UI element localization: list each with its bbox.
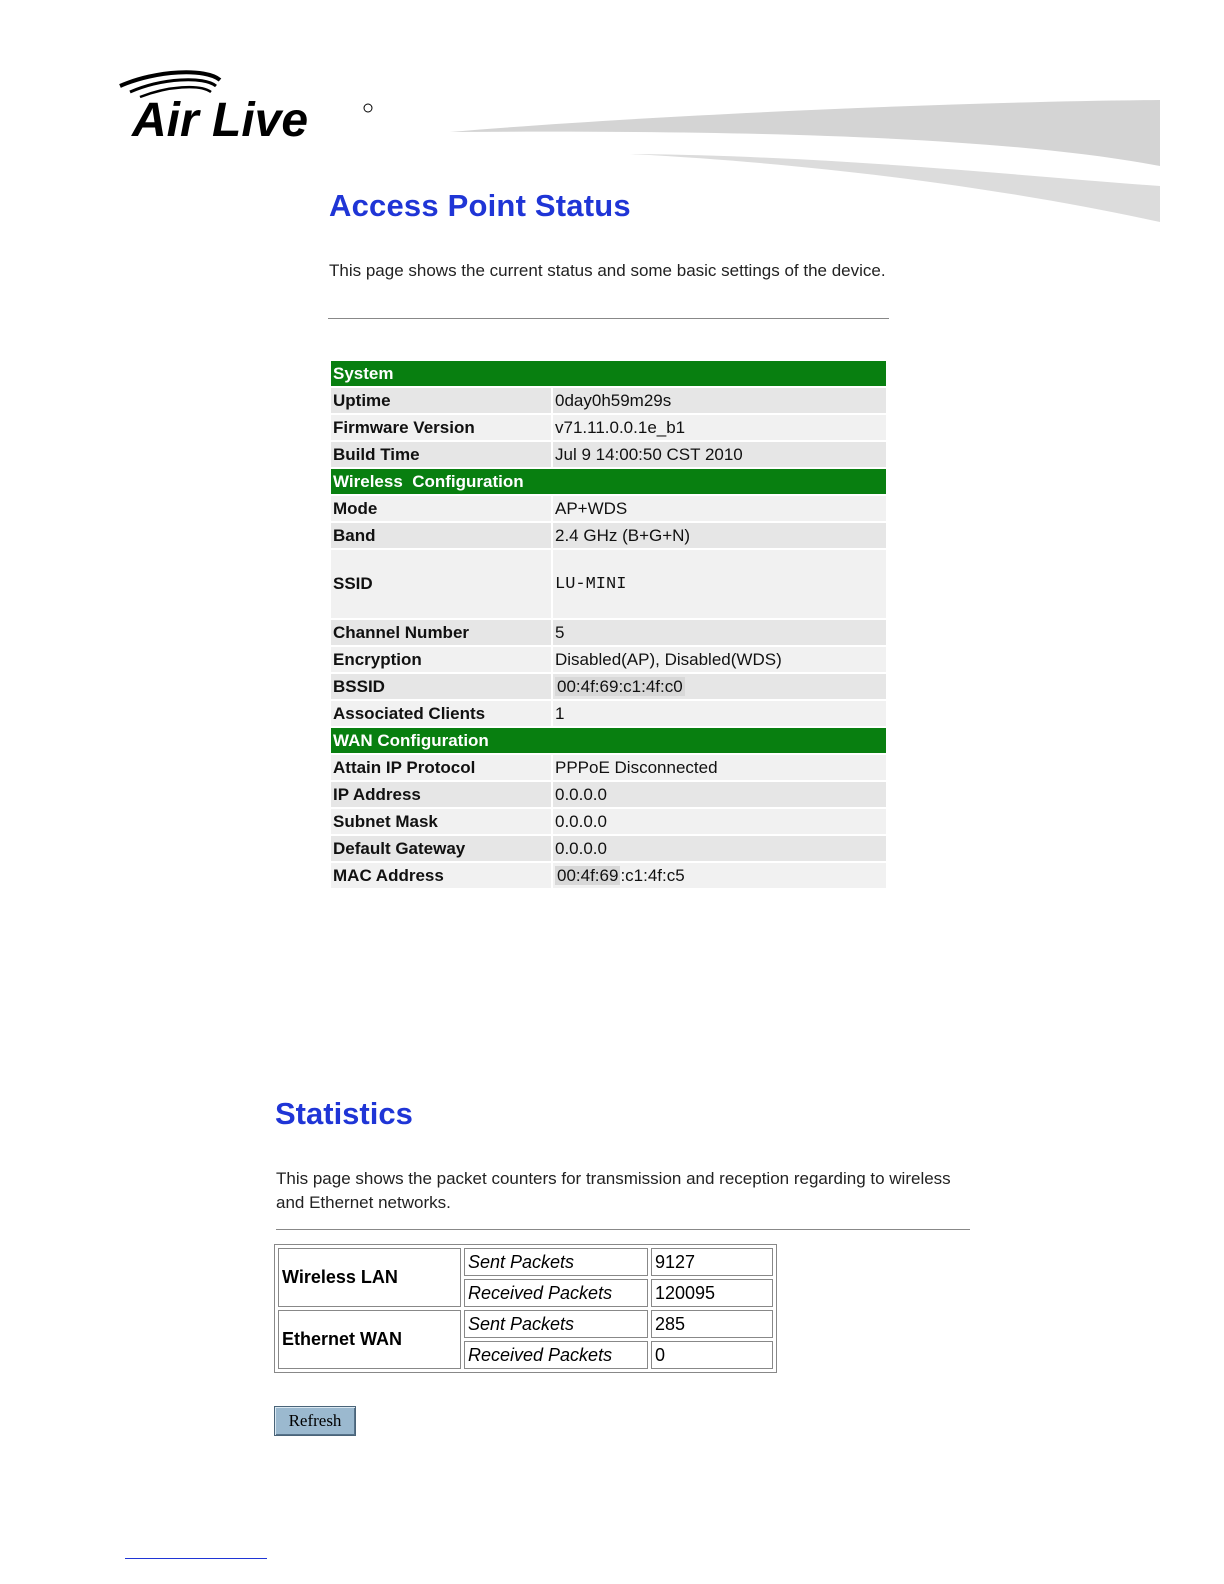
section-header-system: System <box>331 361 886 386</box>
wireless-lan-sent-value: 9127 <box>651 1248 773 1276</box>
band-value: 2.4 GHz (B+G+N) <box>553 523 886 548</box>
statistics-description: This page shows the packet counters for transmission and reception regarding to wireless and Ethernet networks. <box>276 1169 951 1212</box>
section-header-wan: WAN Configuration <box>331 728 886 753</box>
encryption-label: Encryption <box>331 647 551 672</box>
airlive-logo-graphic <box>116 68 378 144</box>
band-label: Band <box>331 523 551 548</box>
divider <box>328 318 889 319</box>
status-table <box>329 359 888 890</box>
bssid-cell <box>553 674 886 699</box>
wireless-lan-received-label: Received Packets <box>464 1279 648 1307</box>
statistics-table <box>274 1244 777 1373</box>
mac-address-label: MAC Address <box>331 863 551 888</box>
mac-address-cell <box>553 863 886 888</box>
statistics-title: Statistics <box>275 1096 413 1131</box>
mode-label: Mode <box>331 496 551 521</box>
default-gateway-value: 0.0.0.0 <box>553 836 886 861</box>
uptime-value: 0day0h59m29s <box>553 388 886 413</box>
bssid-value: 00:4f:69:c1:4f:c0 <box>557 676 683 696</box>
ethernet-wan-sent-value: 285 <box>651 1310 773 1338</box>
svg-text:Air Live: Air Live <box>132 94 309 144</box>
ethernet-wan-label: Ethernet WAN <box>278 1310 461 1369</box>
ethernet-wan-received-value: 0 <box>651 1341 773 1369</box>
wireless-lan-label: Wireless LAN <box>278 1248 461 1307</box>
associated-clients-value: 1 <box>553 701 886 726</box>
build-time-label: Build Time <box>331 442 551 467</box>
ssid-label: SSID <box>331 550 551 618</box>
wireless-lan-received-value: 120095 <box>651 1279 773 1307</box>
mode-value: AP+WDS <box>553 496 886 521</box>
channel-number-label: Channel Number <box>331 620 551 645</box>
ssid-value: LU-MINI <box>553 550 886 618</box>
default-gateway-label: Default Gateway <box>331 836 551 861</box>
associated-clients-label: Associated Clients <box>331 701 551 726</box>
ip-address-value: 0.0.0.0 <box>553 782 886 807</box>
build-time-value: Jul 9 14:00:50 CST 2010 <box>553 442 886 467</box>
mac-address-value-prefix: 00:4f:69 <box>557 865 619 885</box>
firmware-version-value: v71.11.0.0.1e_b1 <box>553 415 886 440</box>
section-header-wireless: Wireless Configuration <box>331 469 886 494</box>
ip-address-label: IP Address <box>331 782 551 807</box>
bssid-label: BSSID <box>331 674 551 699</box>
access-point-status-title: Access Point Status <box>329 188 631 223</box>
subnet-mask-value: 0.0.0.0 <box>553 809 886 834</box>
wireless-lan-sent-label: Sent Packets <box>464 1248 648 1276</box>
subnet-mask-label: Subnet Mask <box>331 809 551 834</box>
mac-address-value-suffix: :c1:4f:c5 <box>620 865 685 885</box>
divider <box>276 1229 970 1230</box>
refresh-button[interactable]: Refresh <box>274 1406 356 1436</box>
attain-ip-protocol-label: Attain IP Protocol <box>331 755 551 780</box>
airlive-logo <box>116 68 378 144</box>
ethernet-wan-received-label: Received Packets <box>464 1341 648 1369</box>
access-point-status-description: This page shows the current status and some basic settings of the device. <box>329 261 886 280</box>
encryption-value: Disabled(AP), Disabled(WDS) <box>553 647 886 672</box>
channel-number-value: 5 <box>553 620 886 645</box>
footer-link-line <box>125 1558 267 1559</box>
ethernet-wan-sent-label: Sent Packets <box>464 1310 648 1338</box>
uptime-label: Uptime <box>331 388 551 413</box>
firmware-version-label: Firmware Version <box>331 415 551 440</box>
attain-ip-protocol-value: PPPoE Disconnected <box>553 755 886 780</box>
